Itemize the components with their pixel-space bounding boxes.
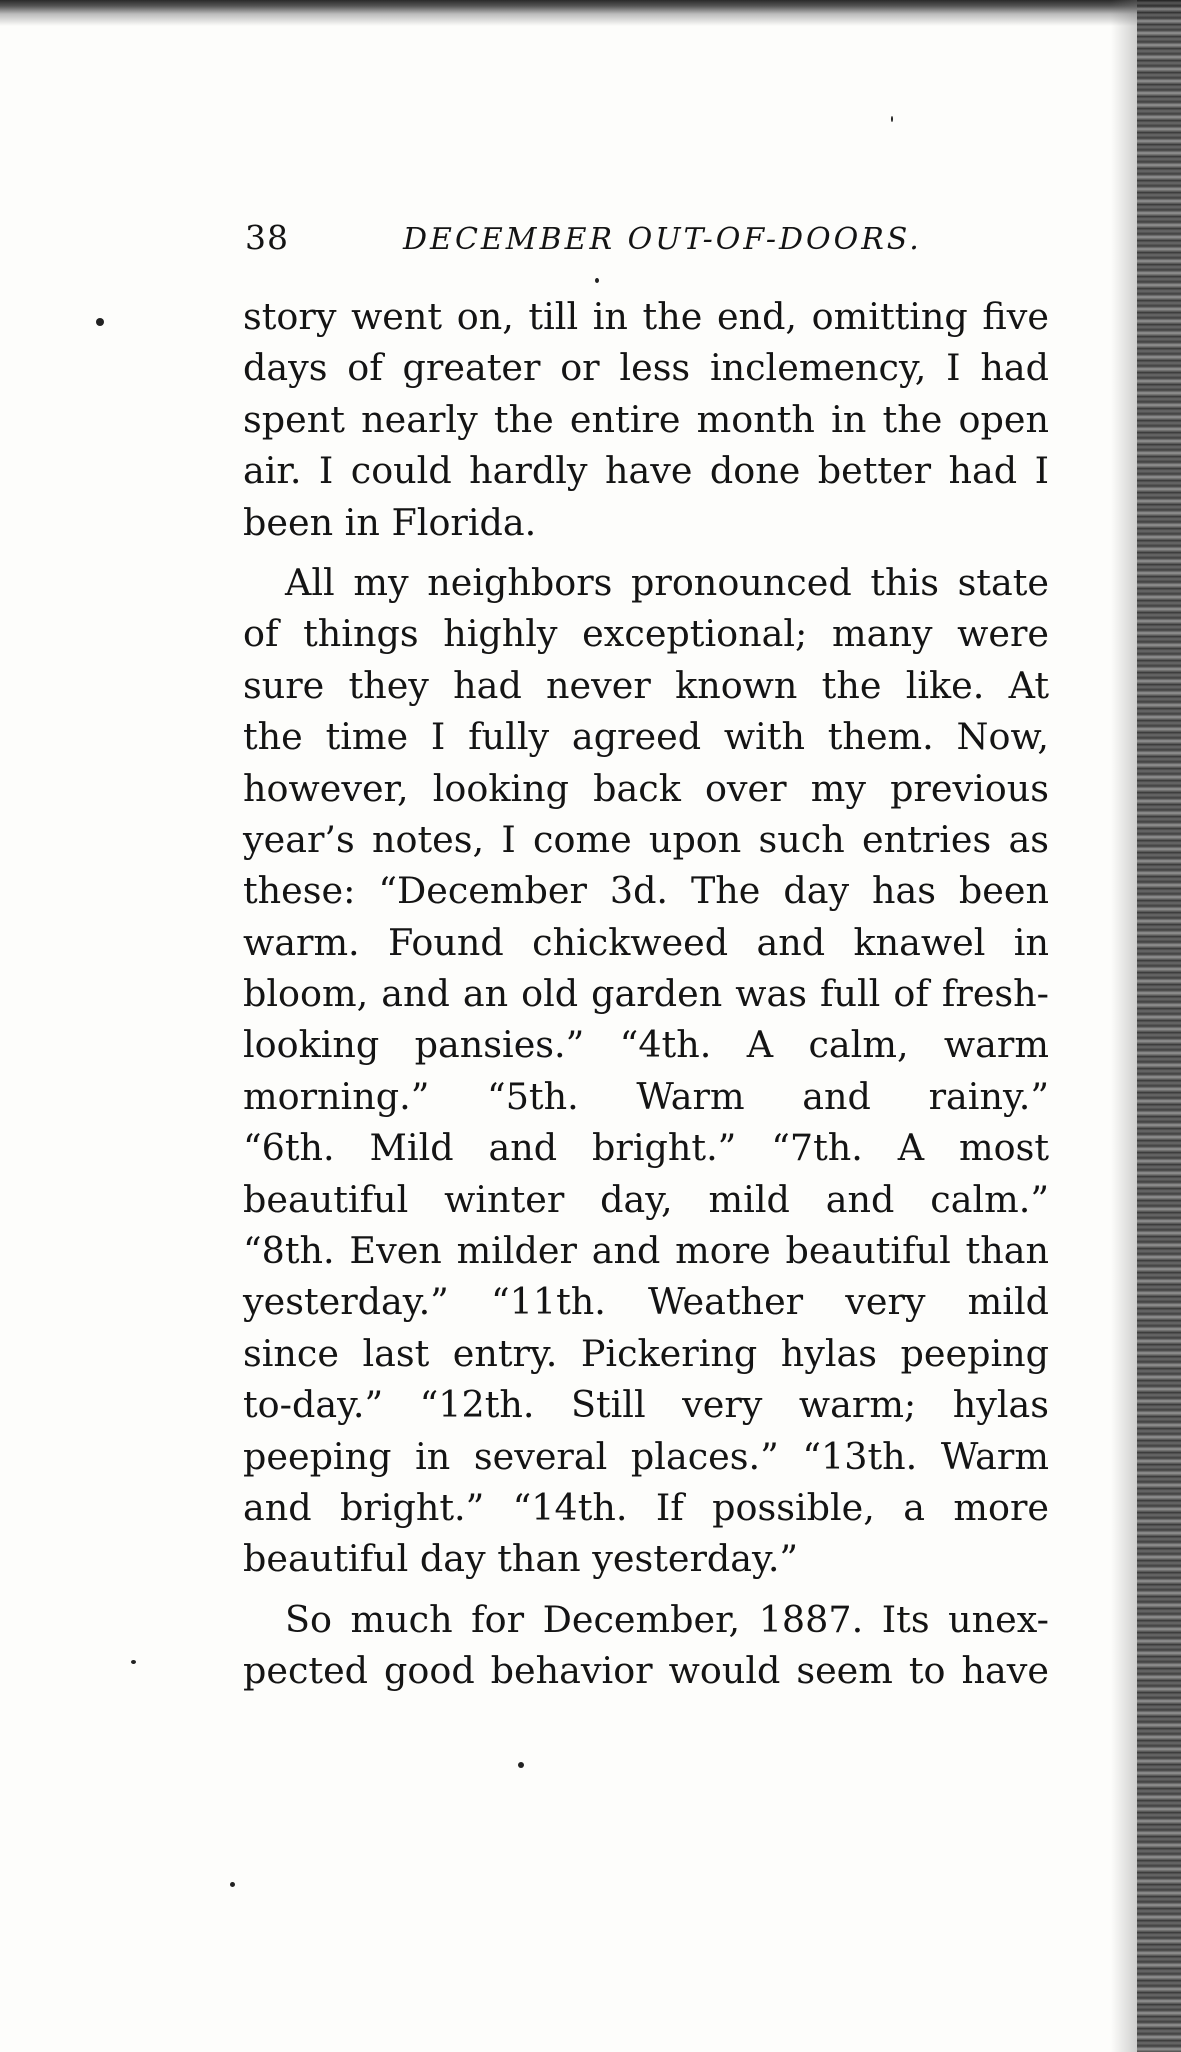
paragraph: [243, 1594, 1049, 1697]
text-line: story went on, till in the end, omitting five: [243, 295, 1049, 338]
text-line: and bright.” “14th. If possible, a more: [243, 1485, 1049, 1529]
text-line: looking pansies.” “4th. A calm, warm: [243, 1023, 1049, 1067]
text-line: since last entry. Pickering hylas peeping: [243, 1331, 1049, 1375]
page-top-shadow: [0, 0, 1181, 26]
binding-shadow: [1111, 0, 1137, 2052]
text-line: beautiful day than yesterday.”: [243, 1537, 799, 1581]
page-edge-stack: [1137, 0, 1181, 2052]
ink-speck: [131, 1660, 136, 1664]
text-line: however, looking back over my previous: [243, 766, 1049, 810]
text-line: days of greater or less inclemency, I had: [243, 346, 1049, 390]
text-line: So much for December, 1887. Its unex-: [285, 1597, 1049, 1641]
text-line: beautiful winter day, mild and calm.”: [243, 1177, 1049, 1221]
paragraph-gap: [243, 548, 1049, 557]
text-line: the time I fully agreed with them. Now,: [243, 715, 1049, 759]
text-line: year’s notes, I come upon such entries as: [243, 817, 1049, 861]
text-line: “6th. Mild and bright.” “7th. A most: [243, 1126, 1049, 1170]
text-line: peeping in several places.” “13th. Warm: [243, 1434, 1049, 1478]
text-line: to-day.” “12th. Still very warm; hylas: [243, 1383, 1049, 1427]
text-line: warm. Found chickweed and knawel in: [243, 920, 1049, 964]
body-text: [243, 291, 1049, 1697]
paragraph-gap: [243, 1585, 1049, 1594]
text-line: bloom, and an old garden was full of fresh-: [243, 972, 1049, 1016]
text-line: been in Florida.: [243, 500, 537, 544]
running-head: DECEMBER OUT-OF-DOORS.: [403, 222, 922, 257]
text-line: All my neighbors pronounced this state: [285, 560, 1049, 604]
text-line: morning.” “5th. Warm and rainy.”: [243, 1074, 1049, 1118]
paragraph: [243, 291, 1049, 548]
text-line: pected good behavior would seem to have: [243, 1649, 1049, 1693]
paragraph: [243, 557, 1049, 1585]
page-header: [245, 218, 1045, 266]
ink-speck: [96, 318, 104, 326]
text-line: of things highly exceptional; many were: [243, 612, 1049, 656]
text-line: “8th. Even milder and more beautiful than: [243, 1229, 1049, 1273]
ink-speck: [891, 116, 893, 122]
ink-speck: [230, 1882, 235, 1887]
text-line: air. I could hardly have done better had I: [243, 449, 1049, 493]
ink-speck: [595, 278, 599, 283]
ink-speck: [518, 1762, 524, 1768]
text-line: sure they had never known the like. At: [243, 663, 1049, 707]
text-line: spent nearly the entire month in the open: [243, 397, 1049, 441]
text-line: these: “December 3d. The day has been: [243, 869, 1049, 913]
text-line: yesterday.” “11th. Weather very mild: [243, 1280, 1049, 1324]
page-number: 38: [245, 218, 289, 257]
